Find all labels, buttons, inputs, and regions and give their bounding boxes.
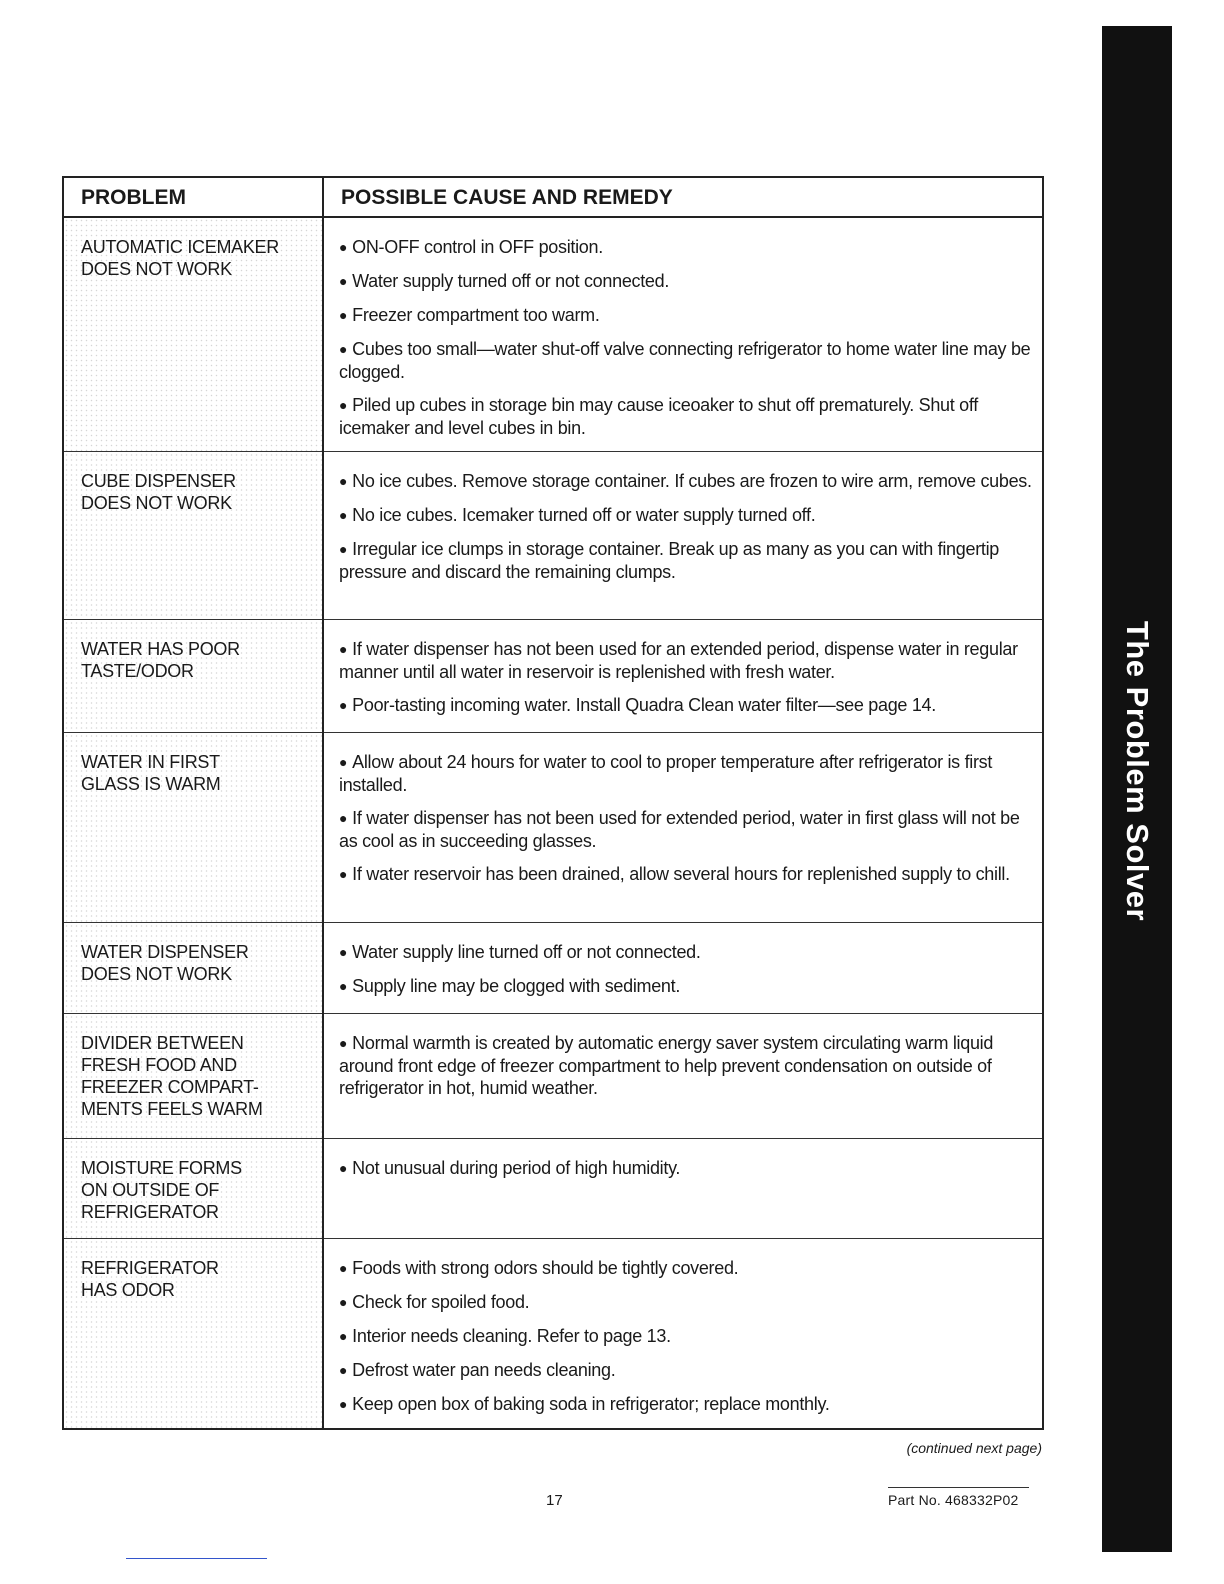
bullet-icon: ● — [339, 641, 348, 657]
problem-line: DOES NOT WORK — [81, 964, 232, 984]
remedy-text: ON-OFF control in OFF position. — [352, 237, 603, 257]
bullet-icon: ● — [339, 754, 348, 770]
remedy-cell — [323, 1239, 1043, 1430]
problem-line: WATER HAS POOR — [81, 639, 240, 659]
remedy-item — [339, 236, 1032, 259]
bullet-icon: ● — [339, 397, 348, 413]
problem-line: WATER IN FIRST — [81, 752, 220, 772]
problem-line: REFRIGERATOR — [81, 1258, 219, 1278]
problem-cell — [63, 217, 323, 452]
remedy-cell — [323, 1014, 1043, 1139]
remedy-text: Interior needs cleaning. Refer to page 13. — [352, 1326, 671, 1346]
problem-line: AUTOMATIC ICEMAKER — [81, 237, 279, 257]
remedy-item — [339, 394, 1032, 439]
bullet-icon: ● — [339, 507, 348, 523]
bullet-icon: ● — [339, 473, 348, 489]
remedy-item — [339, 1257, 1032, 1280]
remedy-cell — [323, 1139, 1043, 1239]
remedy-text: No ice cubes. Icemaker turned off or water supply turned off. — [352, 505, 816, 525]
bullet-icon: ● — [339, 541, 348, 557]
remedy-item — [339, 751, 1032, 796]
table-header-row — [63, 177, 1043, 217]
remedy-item — [339, 638, 1032, 683]
bullet-icon: ● — [339, 697, 348, 713]
bullet-icon: ● — [339, 1260, 348, 1276]
part-number-rule — [888, 1487, 1029, 1488]
remedy-text: Water supply turned off or not connected. — [352, 271, 670, 291]
remedy-item — [339, 538, 1032, 583]
bullet-icon: ● — [339, 273, 348, 289]
remedy-item — [339, 863, 1032, 886]
problem-cell — [63, 1139, 323, 1239]
remedy-item — [339, 504, 1032, 527]
remedy-item — [339, 975, 1032, 998]
remedy-text: If water dispenser has not been used for an extended period, dispense water in regular manner until all water in reservoir is replenished with fresh water. — [339, 639, 1018, 682]
bullet-icon: ● — [339, 1294, 348, 1310]
table-row — [63, 733, 1043, 923]
remedy-column-header: POSSIBLE CAUSE AND REMEDY — [323, 177, 1043, 217]
problem-line: FRESH FOOD AND — [81, 1055, 237, 1075]
remedy-text: Allow about 24 hours for water to cool to proper temperature after refrigerator is first installed. — [339, 752, 993, 795]
bullet-icon: ● — [339, 944, 348, 960]
bullet-icon: ● — [339, 239, 348, 255]
remedy-text: Keep open box of baking soda in refrigerator; replace monthly. — [352, 1394, 830, 1414]
remedy-item — [339, 941, 1032, 964]
problem-line: TASTE/ODOR — [81, 661, 194, 681]
bullet-icon: ● — [339, 1160, 348, 1176]
remedy-cell — [323, 923, 1043, 1014]
remedy-text: Foods with strong odors should be tightly covered. — [352, 1258, 739, 1278]
remedy-text: If water dispenser has not been used for extended period, water in first glass will not be as cool as in succeeding glasses. — [339, 808, 1020, 851]
problem-line: DIVIDER BETWEEN — [81, 1033, 244, 1053]
problem-cell — [63, 733, 323, 923]
problem-cell — [63, 1014, 323, 1139]
bullet-icon: ● — [339, 341, 348, 357]
remedy-item — [339, 694, 1032, 717]
remedy-text: Irregular ice clumps in storage container. Break up as many as you can with fingertip pressure and discard the remaining clumps. — [339, 539, 999, 582]
bullet-icon: ● — [339, 810, 348, 826]
table-row — [63, 452, 1043, 620]
remedy-text: Not unusual during period of high humidity. — [352, 1158, 681, 1178]
side-tab-label: The Problem Solver — [1120, 620, 1155, 922]
remedy-cell — [323, 217, 1043, 452]
problem-cell — [63, 452, 323, 620]
remedy-item — [339, 270, 1032, 293]
remedy-item — [339, 338, 1032, 383]
remedy-text: Cubes too small—water shut-off valve connecting refrigerator to home water line may be clogged. — [339, 339, 1031, 382]
bullet-icon: ● — [339, 307, 348, 323]
problem-column-header: PROBLEM — [63, 177, 323, 217]
remedy-item — [339, 1393, 1032, 1416]
remedy-text: Supply line may be clogged with sediment. — [352, 976, 681, 996]
table-row — [63, 620, 1043, 733]
remedy-text: Piled up cubes in storage bin may cause iceoaker to shut off prematurely. Shut off icemaker and level cubes in bin. — [339, 395, 978, 438]
remedy-text: Defrost water pan needs cleaning. — [352, 1360, 616, 1380]
remedy-cell — [323, 733, 1043, 923]
problem-solver-table — [62, 176, 1044, 1430]
problem-line: MOISTURE FORMS — [81, 1158, 242, 1178]
bullet-icon: ● — [339, 866, 348, 882]
remedy-item — [339, 807, 1032, 852]
table-row — [63, 923, 1043, 1014]
table-row — [63, 1139, 1043, 1239]
table-row — [63, 1239, 1043, 1430]
problem-line: ON OUTSIDE OF — [81, 1180, 220, 1200]
remedy-item — [339, 470, 1032, 493]
bullet-icon: ● — [339, 1328, 348, 1344]
bullet-icon: ● — [339, 1396, 348, 1412]
bullet-icon: ● — [339, 978, 348, 994]
remedy-item — [339, 1325, 1032, 1348]
remedy-item — [339, 1359, 1032, 1382]
problem-line: HAS ODOR — [81, 1280, 175, 1300]
remedy-cell — [323, 452, 1043, 620]
problem-line: FREEZER COMPART- — [81, 1077, 259, 1097]
remedy-text: Poor-tasting incoming water. Install Quadra Clean water filter—see page 14. — [352, 695, 936, 715]
remedy-item — [339, 1032, 1032, 1099]
remedy-text: No ice cubes. Remove storage container. If cubes are frozen to wire arm, remove cubes. — [352, 471, 1032, 491]
remedy-item — [339, 304, 1032, 327]
problem-line: DOES NOT WORK — [81, 493, 232, 513]
problem-line: CUBE DISPENSER — [81, 471, 236, 491]
problem-cell — [63, 1239, 323, 1430]
remedy-text: Freezer compartment too warm. — [352, 305, 600, 325]
remedy-text: Water supply line turned off or not connected. — [352, 942, 701, 962]
problem-cell — [63, 620, 323, 733]
problem-line: REFRIGERATOR — [81, 1202, 219, 1222]
remedy-text: If water reservoir has been drained, allow several hours for replenished supply to chill. — [352, 864, 1010, 884]
continued-note: (continued next page) — [906, 1440, 1042, 1456]
part-number: Part No. 468332P02 — [888, 1492, 1019, 1508]
problem-line: MENTS FEELS WARM — [81, 1099, 263, 1119]
problem-cell — [63, 923, 323, 1014]
remedy-cell — [323, 620, 1043, 733]
table-body — [63, 217, 1043, 1429]
remedy-item — [339, 1291, 1032, 1314]
problem-line: WATER DISPENSER — [81, 942, 249, 962]
scan-edge-line — [126, 1558, 267, 1559]
remedy-text: Check for spoiled food. — [352, 1292, 530, 1312]
problem-line: DOES NOT WORK — [81, 259, 232, 279]
table-row — [63, 1014, 1043, 1139]
problem-line: GLASS IS WARM — [81, 774, 221, 794]
page-number: 17 — [546, 1492, 563, 1509]
remedy-item — [339, 1157, 1032, 1180]
remedy-text: Normal warmth is created by automatic energy saver system circulating warm liquid around front edge of freezer compartment to help prevent condensation on outside of refrigerator in hot, humid weather. — [339, 1033, 994, 1098]
bullet-icon: ● — [339, 1035, 348, 1051]
bullet-icon: ● — [339, 1362, 348, 1378]
table-row — [63, 217, 1043, 452]
